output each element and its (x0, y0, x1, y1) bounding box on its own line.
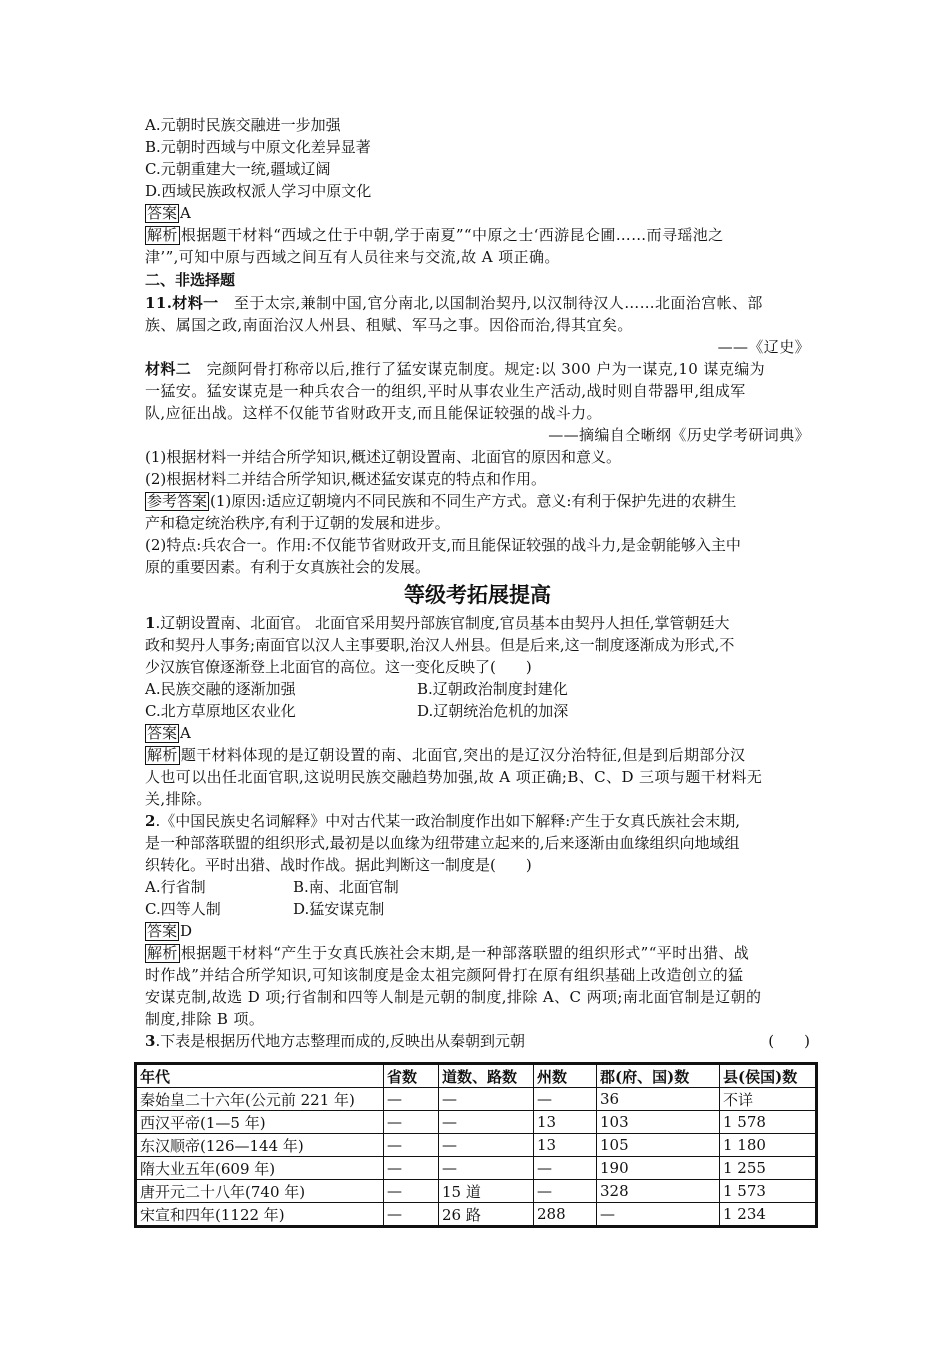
question-number: 11 (145, 294, 167, 312)
table-row (136, 1088, 817, 1111)
q11-material2-cont: 一猛安。猛安谋克是一种兵农合一的组织,平时从事农业生产活动,战时则自带器甲,组成军 (145, 382, 746, 400)
table-cell: 宋宣和四年(1122 年) (136, 1203, 384, 1227)
e1-answer (145, 722, 810, 744)
table-cell: — (384, 1111, 439, 1134)
table-header-cell: 州数 (534, 1064, 597, 1088)
q10-option-a: A.元朝时民族交融进一步加强 (145, 116, 341, 134)
material-text: 至于太宗,兼制中国,官分南北,以国制治契丹,以汉制待汉人……北面治宫帐、部 (218, 294, 763, 312)
e2-option-a: A.行省制 (145, 878, 206, 896)
table-cell: — (534, 1180, 597, 1203)
e2-answer (145, 920, 810, 942)
table-cell: 1 180 (720, 1134, 817, 1157)
e2-stem (145, 810, 810, 832)
table-cell: 36 (597, 1088, 720, 1111)
e2-stem-cont: 是一种部落联盟的组织形式,最初是以血缘为纽带建立起来的,后来逐渐由血缘组织向地域组 (145, 834, 740, 852)
answer-tag: 答案 (147, 204, 178, 222)
e2-options-row (145, 898, 810, 920)
material-label: 材料二 (145, 360, 192, 378)
table-cell: 13 (534, 1134, 597, 1157)
history-data-table (134, 1062, 818, 1228)
analysis-tag: 解析 (147, 226, 178, 244)
table-cell: 隋大业五年(609 年) (136, 1157, 384, 1180)
table-cell: 26 路 (439, 1203, 534, 1227)
answer-blank: ( ) (768, 1032, 810, 1050)
e1-options-row (145, 678, 810, 700)
table-cell: 1 255 (720, 1157, 817, 1180)
analysis-text: 根据题干材料“产生于女真氏族社会末期,是一种部落联盟的组织形式”“平时出猎、战 (180, 944, 750, 962)
table-cell: 1 573 (720, 1180, 817, 1203)
table-cell: 1 234 (720, 1203, 817, 1227)
answer-value: A (180, 204, 191, 222)
table-cell: 328 (597, 1180, 720, 1203)
e3-stem (145, 1030, 810, 1052)
q11-material2 (145, 358, 810, 380)
stem-text: .《中国民族史名词解释》中对古代某一政治制度作出如下解释:产生于女真氏族社会末期, (155, 812, 741, 830)
table-cell: 190 (597, 1157, 720, 1180)
material-text: 完颜阿骨打称帝以后,推行了猛安谋克制度。规定:以 300 户为一谋克,10 谋克编为 (191, 360, 766, 378)
e1-analysis-cont: 关,排除。 (145, 790, 212, 808)
question-number: 3 (145, 1032, 156, 1050)
analysis-tag: 解析 (147, 746, 178, 764)
table-cell: 西汉平帝(1—5 年) (136, 1111, 384, 1134)
e2-option-c: C.四等人制 (145, 900, 221, 918)
section-title: 二、非选择题 (145, 271, 236, 289)
table-cell: 东汉顺帝(126—144 年) (136, 1134, 384, 1157)
e1-analysis (145, 744, 810, 766)
e2-option-b: B.南、北面官制 (293, 878, 399, 896)
table-row (136, 1180, 817, 1203)
q10-option-c: C.元朝重建大一统,疆域辽阔 (145, 160, 331, 178)
e1-stem-cont: 少汉族官僚逐渐登上北面官的高位。这一变化反映了( ) (145, 658, 532, 676)
e2-analysis-cont: 制度,排除 B 项。 (145, 1010, 265, 1028)
table-cell: 1 578 (720, 1111, 817, 1134)
table-cell: — (439, 1111, 534, 1134)
document-page (145, 114, 810, 1052)
e1-options-row (145, 700, 810, 722)
table-header-cell: 县(侯国)数 (720, 1064, 817, 1088)
table-header-cell: 年代 (136, 1064, 384, 1088)
q11-material1-source: ——《辽史》 (717, 338, 810, 356)
extension-section-title: 等级考拓展提高 (404, 582, 551, 607)
question-number: 2 (145, 812, 156, 830)
table-header-cell: 道数、路数 (439, 1064, 534, 1088)
table-cell: 105 (597, 1134, 720, 1157)
q11-material1-cont: 族、属国之政,南面治汉人州县、租赋、军马之事。因俗而治,得其宜矣。 (145, 316, 633, 334)
table-header-row (136, 1064, 817, 1088)
table-cell: — (384, 1134, 439, 1157)
question-number: 1 (145, 614, 156, 632)
table-cell: 秦始皇二十六年(公元前 221 年) (136, 1088, 384, 1111)
answer-tag: 答案 (147, 922, 178, 940)
table-row (136, 1134, 817, 1157)
answer-value: D (180, 922, 193, 940)
stem-text: .下表是根据历代地方志整理而成的,反映出从秦朝到元朝 (155, 1032, 525, 1050)
table-cell: — (534, 1088, 597, 1111)
table-row (136, 1157, 817, 1180)
e1-option-b: B.辽朝政治制度封建化 (417, 680, 568, 698)
e2-analysis-cont: 安谋克制,故选 D 项;行省制和四等人制是元朝的制度,排除 A、C 两项;南北面官制是辽朝的 (145, 988, 762, 1006)
material-label: .材料一 (166, 294, 219, 312)
e2-options-row (145, 876, 810, 898)
table-cell: 15 道 (439, 1180, 534, 1203)
q11-material1 (145, 292, 810, 314)
table-cell: 唐开元二十八年(740 年) (136, 1180, 384, 1203)
q11-reference-cont: 产和稳定统治秩序,有利于辽朝的发展和进步。 (145, 514, 450, 532)
stem-text: .辽朝设置南、北面官。 北面官采用契丹部族官制度,官员基本由契丹人担任,掌管朝廷大 (155, 614, 730, 632)
table-cell: 103 (597, 1111, 720, 1134)
table-cell: — (534, 1157, 597, 1180)
table-cell: — (384, 1088, 439, 1111)
e1-stem-cont: 政和契丹人事务;南面官以汉人主事要职,治汉人州县。但是后来,这一制度逐渐成为形式,不 (145, 636, 735, 654)
table-cell: — (439, 1157, 534, 1180)
table-cell: — (439, 1088, 534, 1111)
table-header-cell: 郡(府、国)数 (597, 1064, 720, 1088)
e1-stem (145, 612, 810, 634)
table-header-cell: 省数 (384, 1064, 439, 1088)
e1-analysis-cont: 人也可以出任北面官职,这说明民族交融趋势加强,故 A 项正确;B、C、D 三项与题干材料无 (145, 768, 763, 786)
e2-stem-cont: 织转化。平时出猎、战时作战。据此判断这一制度是( ) (145, 856, 532, 874)
table-cell: — (439, 1134, 534, 1157)
e2-analysis (145, 942, 810, 964)
e1-option-d: D.辽朝统治危机的加深 (417, 702, 569, 720)
table-cell: — (384, 1157, 439, 1180)
q10-option-b: B.元朝时西域与中原文化差异显著 (145, 138, 371, 156)
q11-question-1: (1)根据材料一并结合所学知识,概述辽朝设置南、北面官的原因和意义。 (145, 448, 622, 466)
q11-reference-answer (145, 490, 810, 512)
table-cell: — (597, 1203, 720, 1227)
q10-option-d: D.西域民族政权派人学习中原文化 (145, 182, 372, 200)
table-cell: 288 (534, 1203, 597, 1227)
analysis-text: 根据题干材料“西域之仕于中朝,学于南夏”“中原之士‘西游昆仑圃……而寻瑶池之 (180, 226, 724, 244)
table-cell: 不详 (720, 1088, 817, 1111)
reference-text: (1)原因:适应辽朝境内不同民族和不同生产方式。意义:有利于保护先进的农耕生 (210, 492, 737, 510)
q10-analysis-cont: 津’”,可知中原与西域之间互有人员往来与交流,故 A 项正确。 (145, 248, 560, 266)
q11-reference-cont: (2)特点:兵农合一。作用:不仅能节省财政开支,而且能保证较强的战斗力,是金朝能够入主中 (145, 536, 741, 554)
analysis-tag: 解析 (147, 944, 178, 962)
table-cell: 13 (534, 1111, 597, 1134)
table-row (136, 1111, 817, 1134)
e1-option-c: C.北方草原地区农业化 (145, 702, 296, 720)
q10-analysis (145, 224, 810, 246)
reference-answer-tag: 参考答案 (147, 492, 208, 510)
table-row (136, 1203, 817, 1227)
q11-question-2: (2)根据材料二并结合所学知识,概述猛安谋克的特点和作用。 (145, 470, 547, 488)
q11-material2-source: ——摘编自仝晰纲《历史学考研词典》 (548, 426, 810, 444)
answer-value: A (180, 724, 191, 742)
e1-option-a: A.民族交融的逐渐加强 (145, 680, 296, 698)
table-cell: — (384, 1180, 439, 1203)
q11-material2-cont: 队,应征出战。这样不仅能节省财政开支,而且能保证较强的战斗力。 (145, 404, 602, 422)
q11-reference-cont: 原的重要因素。有利于女真族社会的发展。 (145, 558, 431, 576)
table-cell: — (384, 1203, 439, 1227)
answer-tag: 答案 (147, 724, 178, 742)
e2-analysis-cont: 时作战”并结合所学知识,可知该制度是金太祖完颜阿骨打在原有组织基础上改造创立的猛 (145, 966, 744, 984)
e2-option-d: D.猛安谋克制 (293, 900, 385, 918)
analysis-text: 题干材料体现的是辽朝设置的南、北面官,突出的是辽汉分治特征,但是到后期部分汉 (180, 746, 746, 764)
q10-answer (145, 202, 810, 224)
